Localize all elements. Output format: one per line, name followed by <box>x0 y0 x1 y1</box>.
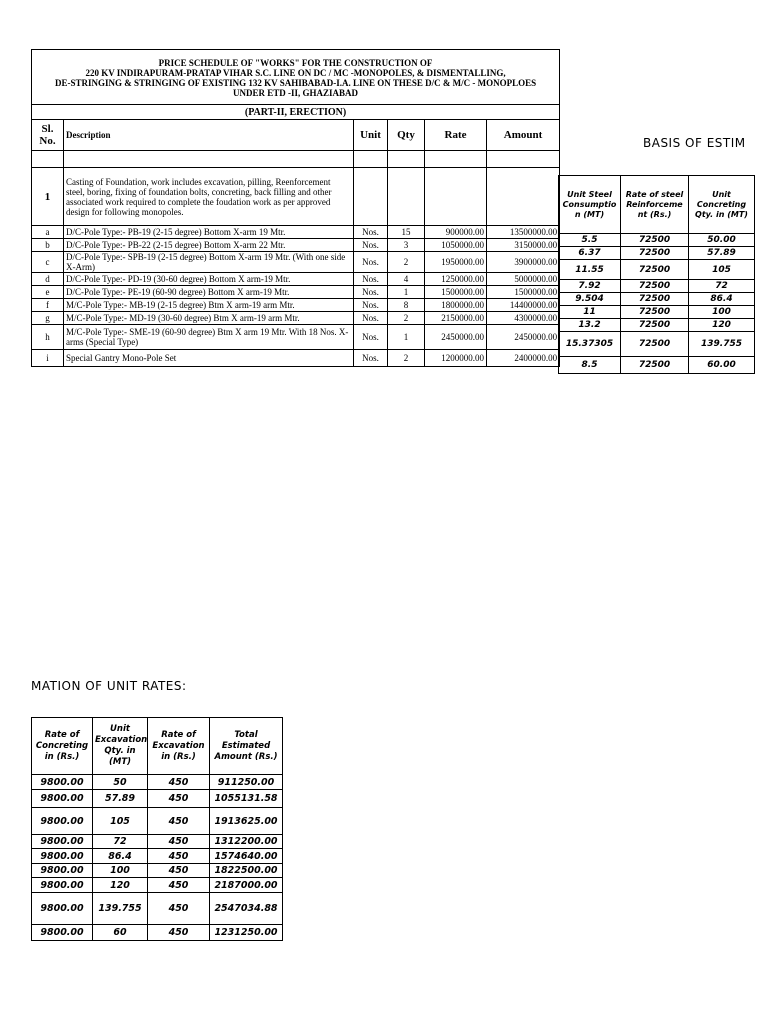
unit-rates-label: MATION OF UNIT RATES: <box>31 679 187 693</box>
row-unit: Nos. <box>354 299 388 312</box>
rate-concreting-value: 9800.00 <box>32 925 93 941</box>
basis-row <box>559 280 755 293</box>
rate-excavation-value: 450 <box>148 878 210 893</box>
row-sl: h <box>32 325 64 350</box>
row-qty: 2 <box>388 252 425 273</box>
row-sl: d <box>32 273 64 286</box>
basis-table <box>558 175 755 374</box>
rate-concreting-value: 9800.00 <box>32 864 93 878</box>
table-row <box>32 325 560 350</box>
unit-steel-value: 15.37305 <box>559 332 621 357</box>
unit-rate-row <box>32 925 283 941</box>
unit-steel-value: 9.504 <box>559 293 621 306</box>
rate-concreting-value: 9800.00 <box>32 790 93 808</box>
row-description: M/C-Pole Type:- MD-19 (30-60 degree) Btm X arm-19 arm Mtr. <box>64 312 354 325</box>
row-description: D/C-Pole Type:- PB-22 (2-15 degree) Bottom X-arm 22 Mtr. <box>64 239 354 252</box>
table-row <box>32 252 560 273</box>
rate-concreting-value: 9800.00 <box>32 775 93 790</box>
unit-rate-row <box>32 790 283 808</box>
total-amount-value: 1913625.00 <box>210 808 283 835</box>
unit-steel-value: 7.92 <box>559 280 621 293</box>
row-description: M/C-Pole Type:- MB-19 (2-15 degree) Btm X arm-19 arm Mtr. <box>64 299 354 312</box>
row-rate: 2450000.00 <box>425 325 487 350</box>
unit-rate-row <box>32 849 283 864</box>
item-1-row <box>32 168 560 226</box>
row-amount: 14400000.00 <box>487 299 560 312</box>
unit-concreting-value: 50.00 <box>689 234 755 247</box>
row-amount: 2450000.00 <box>487 325 560 350</box>
header-rate: Rate <box>425 120 487 151</box>
table-row <box>32 273 560 286</box>
row-description: D/C-Pole Type:- PB-19 (2-15 degree) Bottom X-arm 19 Mtr. <box>64 226 354 239</box>
rate-concreting-value: 9800.00 <box>32 835 93 849</box>
header-rate-steel: Rate of steel Reinforceme nt (Rs.) <box>621 176 689 234</box>
unit-concreting-value: 72 <box>689 280 755 293</box>
excavation-qty-value: 139.755 <box>93 893 148 925</box>
row-sl: a <box>32 226 64 239</box>
rate-concreting-value: 9800.00 <box>32 878 93 893</box>
total-amount-value: 1231250.00 <box>210 925 283 941</box>
row-rate: 2150000.00 <box>425 312 487 325</box>
unit-steel-value: 13.2 <box>559 319 621 332</box>
rate-excavation-value: 450 <box>148 925 210 941</box>
rate-steel-value: 72500 <box>621 332 689 357</box>
unit-rate-row <box>32 808 283 835</box>
row-rate: 1800000.00 <box>425 299 487 312</box>
row-amount: 13500000.00 <box>487 226 560 239</box>
row-sl: f <box>32 299 64 312</box>
unit-steel-value: 11.55 <box>559 260 621 280</box>
rate-excavation-value: 450 <box>148 775 210 790</box>
total-amount-value: 1574640.00 <box>210 849 283 864</box>
total-amount-value: 2547034.88 <box>210 893 283 925</box>
rate-concreting-value: 9800.00 <box>32 808 93 835</box>
row-description: M/C-Pole Type:- SME-19 (60-90 degree) Btm X arm 19 Mtr. With 18 Nos. X-arms (Special Type) <box>64 325 354 350</box>
header-rate-concreting: Rate of Concreting in (Rs.) <box>32 718 93 775</box>
rate-excavation-value: 450 <box>148 864 210 878</box>
row-unit: Nos. <box>354 226 388 239</box>
table-row <box>32 312 560 325</box>
rate-steel-value: 72500 <box>621 260 689 280</box>
rate-concreting-value: 9800.00 <box>32 893 93 925</box>
table-row <box>32 226 560 239</box>
unit-steel-value: 8.5 <box>559 357 621 374</box>
row-sl: b <box>32 239 64 252</box>
row-unit: Nos. <box>354 325 388 350</box>
row-sl: g <box>32 312 64 325</box>
title-line: DE-STRINGING & STRINGING OF EXISTING 132 KV SAHIBABAD-I.A. LINE ON THESE D/C & M/C - MONOPLOES <box>54 78 537 88</box>
row-rate: 1500000.00 <box>425 286 487 299</box>
excavation-qty-value: 50 <box>93 775 148 790</box>
basis-row <box>559 357 755 374</box>
row-unit: Nos. <box>354 350 388 367</box>
row-unit: Nos. <box>354 286 388 299</box>
unit-concreting-value: 86.4 <box>689 293 755 306</box>
total-amount-value: 911250.00 <box>210 775 283 790</box>
row-amount: 1500000.00 <box>487 286 560 299</box>
item-1-sl: 1 <box>32 168 64 226</box>
unit-concreting-value: 57.89 <box>689 247 755 260</box>
row-description: D/C-Pole Type:- PE-19 (60-90 degree) Bottom X arm-19 Mtr. <box>64 286 354 299</box>
title-line: UNDER ETD -II, GHAZIABAD <box>233 88 359 98</box>
column-header-row <box>32 120 560 151</box>
row-unit: Nos. <box>354 252 388 273</box>
header-unit: Unit <box>354 120 388 151</box>
price-schedule <box>31 49 559 367</box>
row-rate: 900000.00 <box>425 226 487 239</box>
header-qty: Qty <box>388 120 425 151</box>
title-row <box>32 50 560 105</box>
row-description: D/C-Pole Type:- SPB-19 (2-15 degree) Bottom X-arm 19 Mtr. (With one side X-Arm) <box>64 252 354 273</box>
schedule-title <box>32 50 560 105</box>
row-qty: 8 <box>388 299 425 312</box>
table-row <box>32 350 560 367</box>
unit-rate-row <box>32 835 283 849</box>
blank-row <box>32 151 560 168</box>
unit-rate-row <box>32 864 283 878</box>
rate-steel-value: 72500 <box>621 247 689 260</box>
excavation-qty-value: 72 <box>93 835 148 849</box>
basis-row <box>559 293 755 306</box>
header-unit-concreting: Unit Concreting Qty. in (MT) <box>689 176 755 234</box>
rate-concreting-value: 9800.00 <box>32 849 93 864</box>
excavation-qty-value: 60 <box>93 925 148 941</box>
unit-concreting-value: 139.755 <box>689 332 755 357</box>
total-amount-value: 1312200.00 <box>210 835 283 849</box>
basis-row <box>559 332 755 357</box>
title-line: 220 KV INDIRAPURAM-PRATAP VIHAR S.C. LINE ON DC / MC -MONOPOLES, & DISMENTALLING, <box>85 68 506 78</box>
excavation-qty-value: 100 <box>93 864 148 878</box>
row-sl: e <box>32 286 64 299</box>
rate-steel-value: 72500 <box>621 319 689 332</box>
excavation-qty-value: 86.4 <box>93 849 148 864</box>
basis-row <box>559 306 755 319</box>
row-amount: 3150000.00 <box>487 239 560 252</box>
unit-concreting-value: 100 <box>689 306 755 319</box>
header-total-amount: Total Estimated Amount (Rs.) <box>210 718 283 775</box>
row-qty: 15 <box>388 226 425 239</box>
rate-steel-value: 72500 <box>621 234 689 247</box>
rate-steel-value: 72500 <box>621 357 689 374</box>
row-qty: 3 <box>388 239 425 252</box>
excavation-qty-value: 57.89 <box>93 790 148 808</box>
row-qty: 2 <box>388 350 425 367</box>
row-amount: 2400000.00 <box>487 350 560 367</box>
row-sl: c <box>32 252 64 273</box>
total-amount-value: 1055131.58 <box>210 790 283 808</box>
rate-excavation-value: 450 <box>148 808 210 835</box>
basis-row <box>559 234 755 247</box>
row-qty: 1 <box>388 325 425 350</box>
row-rate: 1250000.00 <box>425 273 487 286</box>
basis-table-wrap <box>558 175 755 374</box>
rate-excavation-value: 450 <box>148 893 210 925</box>
header-excavation-qty: Unit Excavation Qty. in (MT) <box>93 718 148 775</box>
header-description: Description <box>64 120 354 151</box>
row-amount: 4300000.00 <box>487 312 560 325</box>
unit-rates-table <box>31 717 283 941</box>
excavation-qty-value: 120 <box>93 878 148 893</box>
rate-steel-value: 72500 <box>621 293 689 306</box>
basis-row <box>559 247 755 260</box>
basis-header-row <box>559 176 755 234</box>
part-row <box>32 105 560 120</box>
unit-steel-value: 6.37 <box>559 247 621 260</box>
header-amount: Amount <box>487 120 560 151</box>
row-rate: 1050000.00 <box>425 239 487 252</box>
header-unit-steel: Unit Steel Consumptio n (MT) <box>559 176 621 234</box>
unit-rates-header-row <box>32 718 283 775</box>
unit-steel-value: 5.5 <box>559 234 621 247</box>
table-row <box>32 299 560 312</box>
basis-row <box>559 319 755 332</box>
unit-concreting-value: 105 <box>689 260 755 280</box>
total-amount-value: 2187000.00 <box>210 878 283 893</box>
price-schedule-table <box>31 49 560 367</box>
row-description: Special Gantry Mono-Pole Set <box>64 350 354 367</box>
unit-rates-table-wrap <box>31 717 283 941</box>
rate-excavation-value: 450 <box>148 849 210 864</box>
row-qty: 4 <box>388 273 425 286</box>
row-unit: Nos. <box>354 273 388 286</box>
unit-rate-row <box>32 775 283 790</box>
unit-steel-value: 11 <box>559 306 621 319</box>
item-1-description: Casting of Foundation, work includes excavation, pilling, Reenforcement steel, boring, fixing of foundation bolts, concreting, back filling and other associated work required to complete the foudation work as per approved design for following monopoles. <box>64 168 354 226</box>
table-row <box>32 286 560 299</box>
excavation-qty-value: 105 <box>93 808 148 835</box>
unit-concreting-value: 60.00 <box>689 357 755 374</box>
unit-concreting-value: 120 <box>689 319 755 332</box>
rate-steel-value: 72500 <box>621 280 689 293</box>
table-row <box>32 239 560 252</box>
unit-rate-row <box>32 878 283 893</box>
basis-row <box>559 260 755 280</box>
row-unit: Nos. <box>354 312 388 325</box>
row-rate: 1200000.00 <box>425 350 487 367</box>
row-unit: Nos. <box>354 239 388 252</box>
title-line: PRICE SCHEDULE OF "WORKS" FOR THE CONSTRUCTION OF <box>158 58 433 68</box>
row-sl: i <box>32 350 64 367</box>
row-amount: 5000000.00 <box>487 273 560 286</box>
header-rate-excavation: Rate of Excavation in (Rs.) <box>148 718 210 775</box>
total-amount-value: 1822500.00 <box>210 864 283 878</box>
basis-of-estimation-label: BASIS OF ESTIM <box>643 136 746 150</box>
part-label: (PART-II, ERECTION) <box>32 105 560 120</box>
rate-excavation-value: 450 <box>148 835 210 849</box>
rate-steel-value: 72500 <box>621 306 689 319</box>
rate-excavation-value: 450 <box>148 790 210 808</box>
row-qty: 2 <box>388 312 425 325</box>
row-rate: 1950000.00 <box>425 252 487 273</box>
row-description: D/C-Pole Type:- PD-19 (30-60 degree) Bottom X arm-19 Mtr. <box>64 273 354 286</box>
row-amount: 3900000.00 <box>487 252 560 273</box>
header-sl: Sl. No. <box>32 120 64 151</box>
unit-rate-row <box>32 893 283 925</box>
row-qty: 1 <box>388 286 425 299</box>
